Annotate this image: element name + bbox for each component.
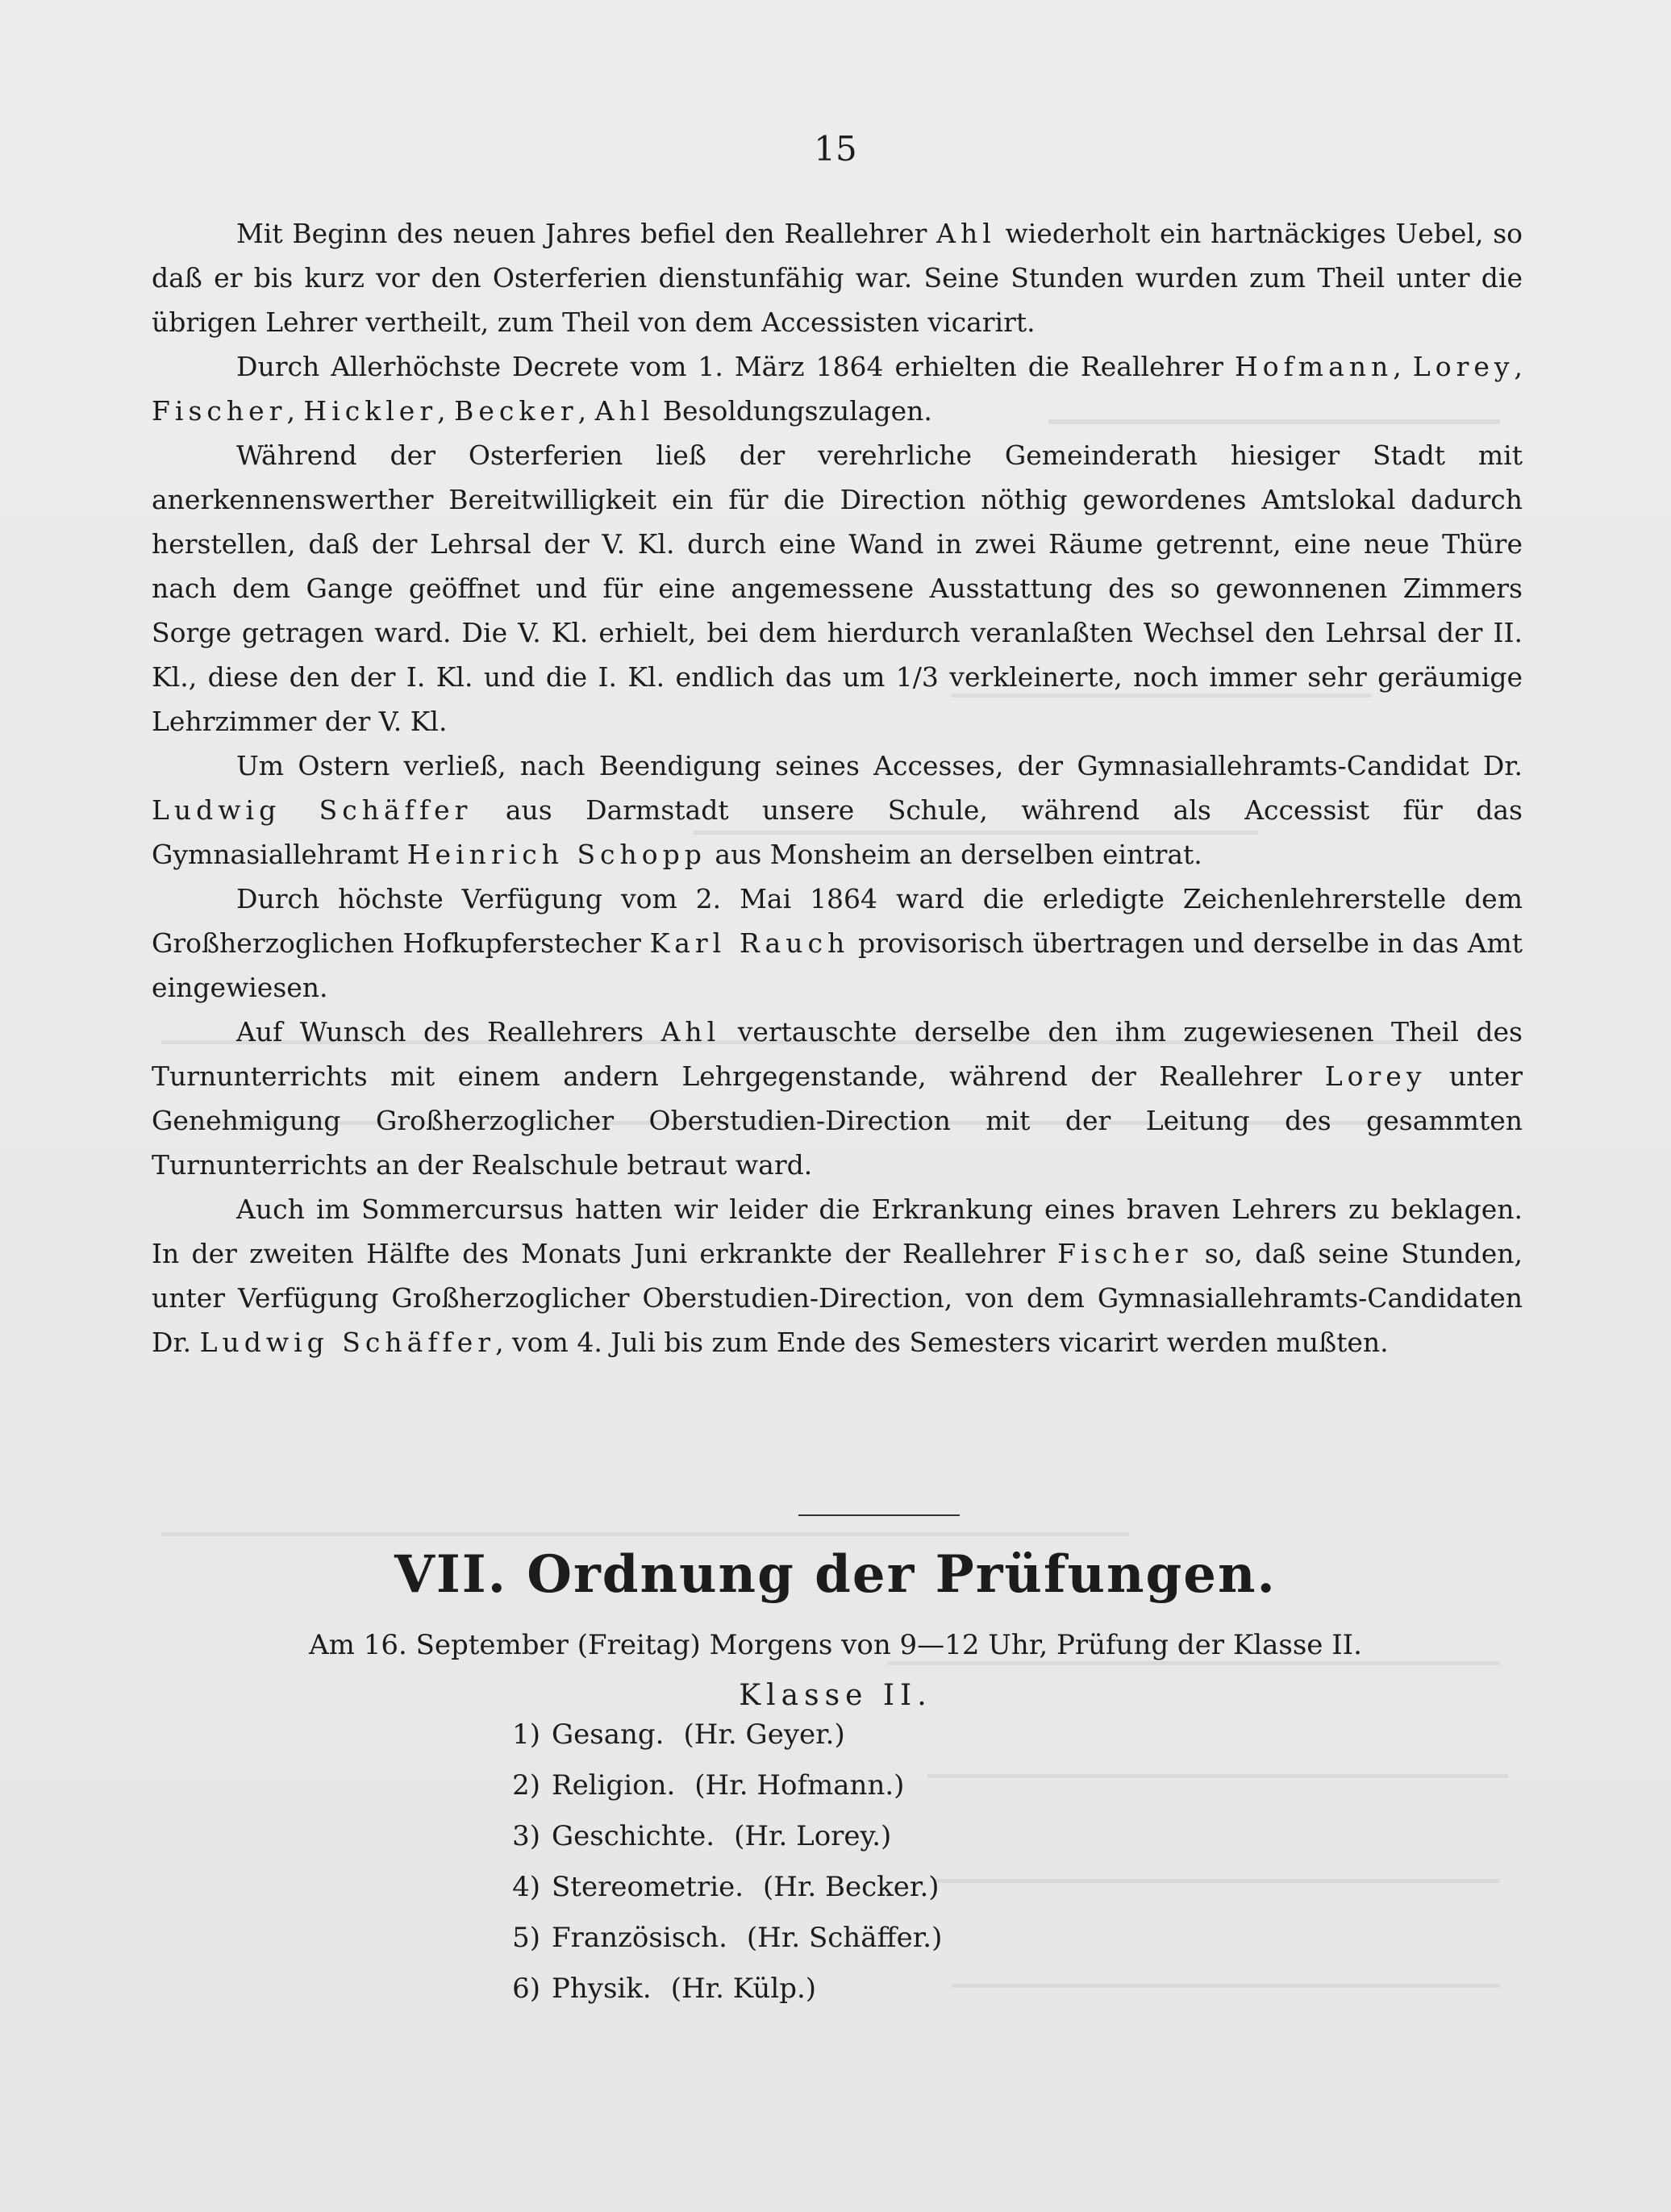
person-name: Ludwig Schäffer	[152, 794, 473, 826]
text-run: aus Darmstadt unsere Schule, während als Accessist für das Gymnasiallehramt	[152, 794, 1523, 870]
person-name: Fischer	[1057, 1238, 1193, 1269]
text-run: Durch Allerhöchste Decrete vom 1. März 1864 erhielten die Reallehrer	[236, 351, 1235, 382]
section-heading: VII. Ordnung der Prüfungen.	[394, 1544, 1277, 1605]
subject-item	[484, 1862, 942, 1913]
paragraph	[152, 433, 1523, 744]
subject-teacher: (Hr. Lorey.)	[734, 1820, 892, 1852]
subject-number: 3)	[512, 1820, 540, 1852]
person-name: Karl Rauch	[649, 927, 850, 959]
subject-item	[484, 1760, 942, 1811]
text-run: Besoldungszulagen.	[654, 395, 932, 427]
text-run: ,	[1514, 351, 1523, 382]
text-run: ,	[437, 395, 455, 427]
subject-item	[484, 1913, 942, 1964]
subject-name: Gesang.	[552, 1718, 665, 1751]
body-text	[152, 211, 1523, 1364]
person-name: Becker	[454, 395, 578, 427]
subject-teacher: (Hr. Becker.)	[763, 1871, 940, 1903]
person-name: Lorey	[1412, 351, 1515, 382]
person-name: Ludwig Schäffer	[199, 1327, 496, 1358]
text-run: Mit Beginn des neuen Jahres befiel den Reallehrer	[236, 218, 937, 249]
subject-number: 1)	[512, 1718, 540, 1751]
subject-number: 2)	[512, 1769, 540, 1802]
subject-name: Geschichte.	[552, 1820, 715, 1852]
subject-item	[484, 1710, 942, 1760]
text-run: aus Monsheim an derselben eintrat.	[706, 839, 1202, 870]
person-name: Ahl	[594, 395, 655, 427]
text-run: Auch im Sommercursus hatten wir leider die Erkrankung eines braven Lehrers zu beklagen. In der zweiten Hälfte des Monats Juni erkrankte der Reallehrer	[152, 1193, 1523, 1269]
subject-item	[484, 1964, 942, 2014]
person-name: Hofmann	[1234, 351, 1394, 382]
text-run: so, daß seine Stunden, unter Verfügung Großherzoglicher Oberstudien-Direction, von dem Gymnasiallehramts-Candidaten Dr.	[152, 1238, 1523, 1358]
text-run: , vom 4. Juli bis zum Ende des Semesters vicarirt werden mußten.	[495, 1327, 1389, 1358]
subject-teacher: (Hr. Schäffer.)	[746, 1922, 943, 1954]
person-name: Ahl	[660, 1016, 721, 1048]
text-run: Um Ostern verließ, nach Beendigung seines Accesses, der Gymnasiallehramts-Candidat Dr.	[236, 750, 1523, 781]
text-run: ,	[577, 395, 595, 427]
exam-schedule-line: Am 16. September (Freitag) Morgens von 9—12 Uhr, Prüfung der Klasse II.	[309, 1629, 1362, 1661]
subject-name: Stereometrie.	[552, 1871, 744, 1903]
text-run: unter Genehmigung Großherzoglicher Oberstudien-Direction mit der Leitung des gesammten Turnunterrichts an der Realschule betraut ward.	[152, 1060, 1523, 1181]
paragraph	[152, 877, 1523, 1010]
subject-number: 4)	[512, 1871, 540, 1903]
page-number: 15	[814, 129, 857, 169]
class-heading: Klasse II.	[739, 1679, 932, 1712]
text-run: ,	[286, 395, 304, 427]
paragraph	[152, 1187, 1523, 1364]
subject-name: Französisch.	[552, 1922, 727, 1954]
text-run: Durch höchste Verfügung vom 2. Mai 1864 ward die erledigte Zeichenlehrerstelle dem Großherzoglichen Hofkupferstecher	[152, 883, 1523, 959]
subject-number: 6)	[512, 1972, 540, 2005]
person-name: Hickler	[303, 395, 438, 427]
subject-name: Religion.	[552, 1769, 676, 1802]
subject-teacher: (Hr. Geyer.)	[683, 1718, 845, 1751]
paragraph	[152, 344, 1523, 433]
subject-name: Physik.	[552, 1972, 652, 2005]
paragraph	[152, 211, 1523, 344]
person-name: Fischer	[152, 395, 287, 427]
paragraph	[152, 1010, 1523, 1187]
text-run: Auf Wunsch des Reallehrers	[236, 1016, 661, 1048]
person-name: Lorey	[1324, 1060, 1427, 1092]
subject-teacher: (Hr. Külp.)	[670, 1972, 817, 2005]
subject-teacher: (Hr. Hofmann.)	[694, 1769, 905, 1802]
subject-item	[484, 1811, 942, 1862]
subject-number: 5)	[512, 1922, 540, 1954]
section-divider	[798, 1514, 960, 1516]
text-run: provisorisch übertragen und derselbe in das Amt eingewiesen.	[152, 927, 1523, 1003]
text-run: ,	[1393, 351, 1413, 382]
subject-list	[484, 1710, 942, 2014]
person-name: Heinrich Schopp	[406, 839, 706, 870]
person-name: Ahl	[936, 218, 996, 249]
text-run: Während der Osterferien ließ der verehrliche Gemeinderath hiesiger Stadt mit anerkennenswerther Bereitwilligkeit ein für die Direction nöthig gewordenes Amtslokal dadurch herstellen, daß der Lehrsal der V. Kl. durch eine Wand in zwei Räume getrennt, eine neue Thüre nach dem Gange geöffnet und für eine angemessene Ausstattung des so gewonnenen Zimmers Sorge getragen ward. Die V. Kl. erhielt, bei dem hierdurch veranlaßten Wechsel den Lehrsal der II. Kl., diese den der I. Kl. und die I. Kl. endlich das um 1/3 verkleinerte, noch immer sehr geräumige Lehrzimmer der V. Kl.	[152, 439, 1523, 737]
paragraph	[152, 744, 1523, 877]
text-run: vertauschte derselbe den ihm zugewiesenen Theil des Turnunterrichts mit einem andern Lehrgegenstande, während der Reallehrer	[152, 1016, 1523, 1092]
text-run: wiederholt ein hartnäckiges Uebel, so daß er bis kurz vor den Osterferien dienstunfähig war. Seine Stunden wurden zum Theil unter die übrigen Lehrer vertheilt, zum Theil von dem Accessisten vicarirt.	[152, 218, 1523, 338]
